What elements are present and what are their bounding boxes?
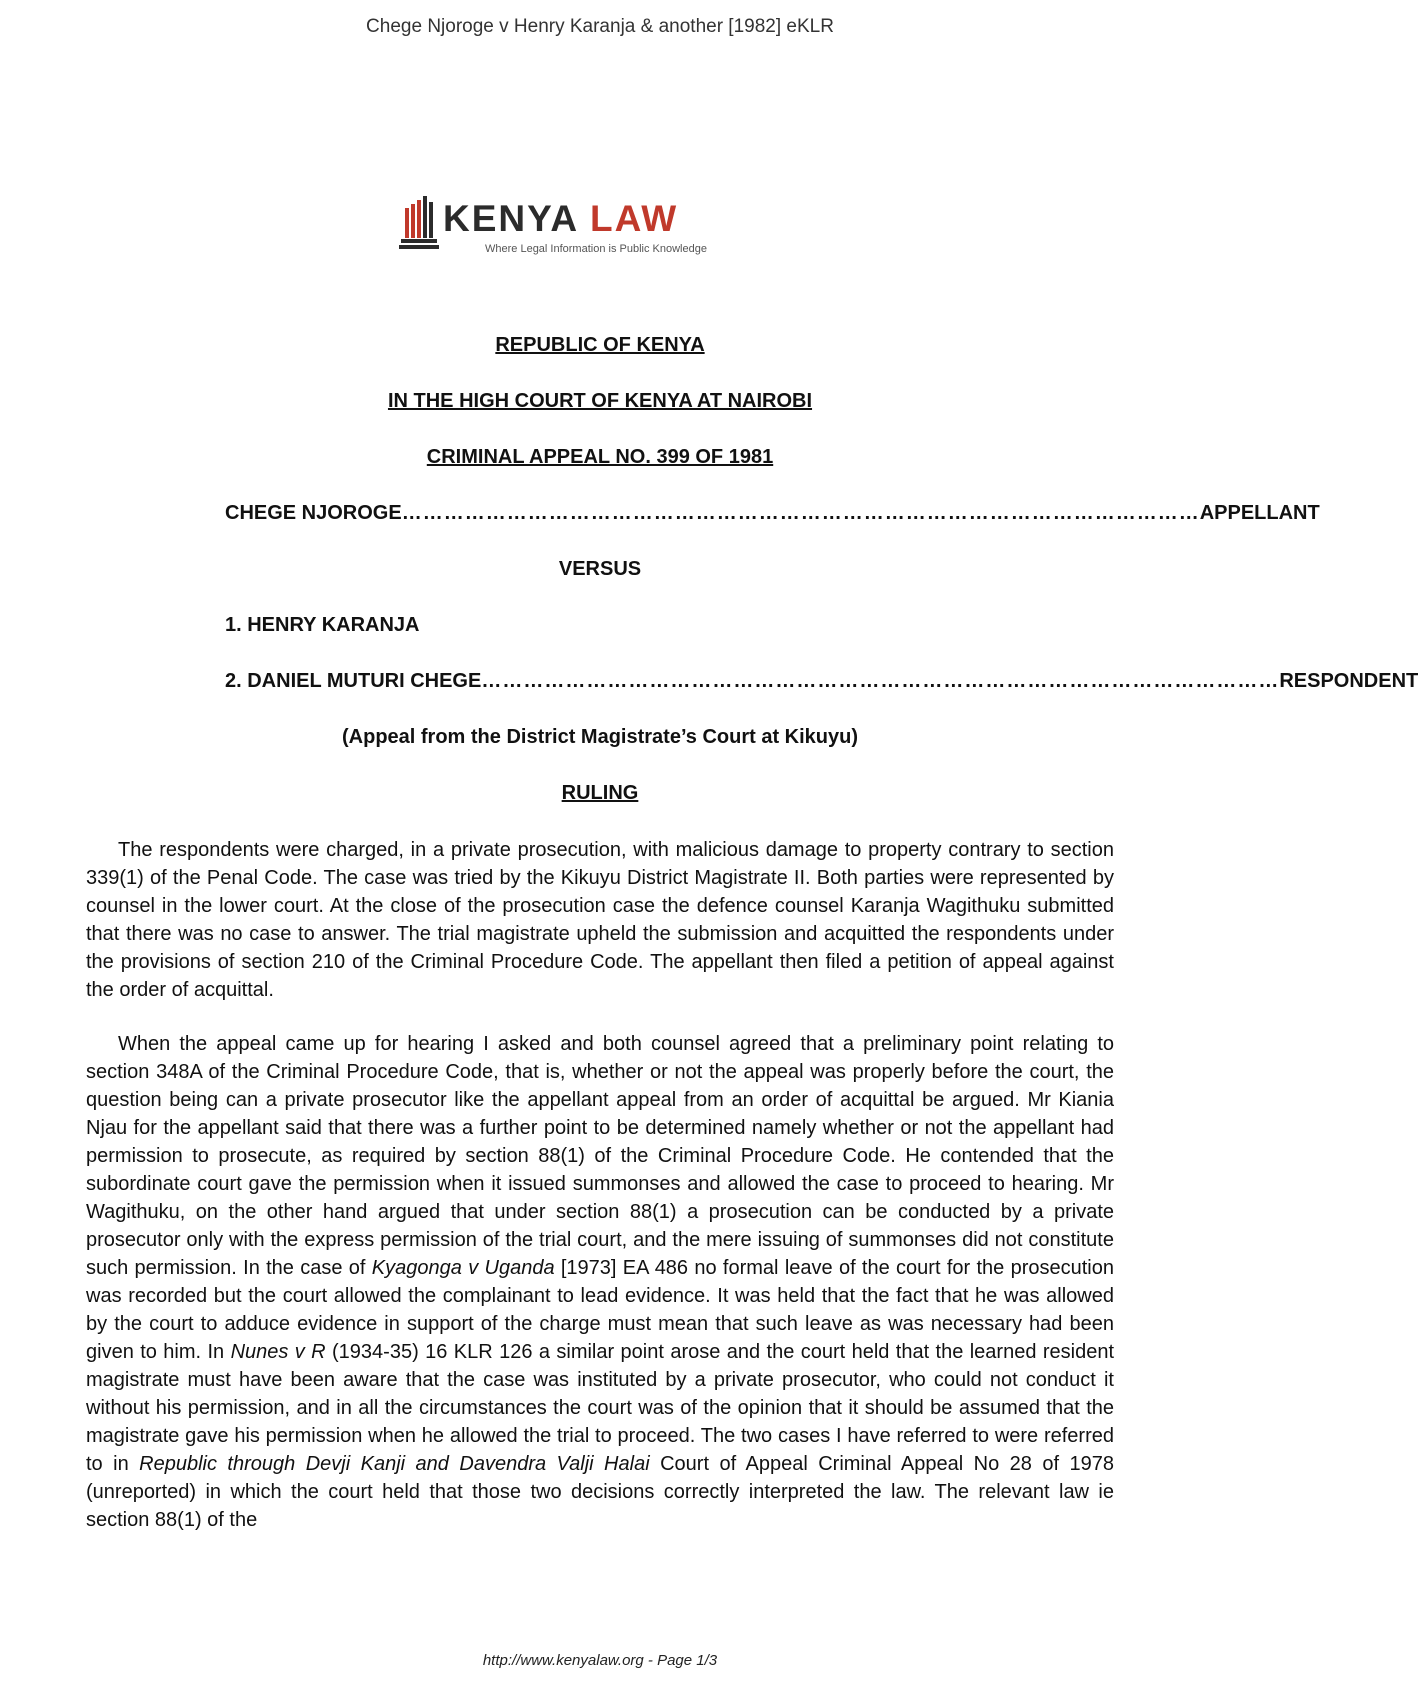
page-footer: http://www.kenyalaw.org - Page 1/3 [482,1652,718,1669]
paragraph-segment: [1973] EA 486 no formal leave of the court for the prosecution was recorded but the court allowed the complainant to lead evidence. It was held that the fact that he was allowed by the court to adduce evidence in support of the charge must mean that such leave as was necessary had been given to him. In [86,1257,1114,1363]
body-paragraph-1 [86,836,1114,1004]
paragraph-segment: (1934-35) 16 KLR 126 a similar point arose and the court held that the learned resident magistrate must have been aware that the case was instituted by a private prosecutor, who could not conduct it without his permission, and in all the circumstances the court was of the opinion that it should be assumed that the magistrate gave his permission when he allowed the trial to proceed. The two cases I have referred to were referred to in [86,1341,1115,1475]
versus-heading: VERSUS [558,558,642,580]
appeal-from-line: (Appeal from the District Magistrate’s Court at Kikuyu) [342,726,858,748]
appellant-role: APPELLANT [1199,502,1320,524]
running-header: Chege Njoroge v Henry Karanja & another [1982] eKLR [366,16,834,37]
logo-wordmark [443,199,678,239]
republic-heading: REPUBLIC OF KENYA [495,334,705,356]
logo-tagline: Where Legal Information is Public Knowledge [485,243,707,255]
case-citation: Nunes v R [230,1341,326,1363]
leader-dots: …………………………………………………………………………………………………… [401,502,1200,524]
respondent-2-name: 2. DANIEL MUTURI CHEGE [225,670,482,692]
appellant-name: CHEGE NJOROGE [225,502,402,524]
court-heading: IN THE HIGH COURT OF KENYA AT NAIROBI [387,390,813,412]
paragraph-text: The respondents were charged, in a private prosecution, with malicious damage to property contrary to section 339(1) of the Penal Code. The case was tried by the Kikuyu District Magistrate II. Both parties were represented by counsel in the lower court. At the close of the prosecution case the defence counsel Karanja Wagithuku submitted that there was no case to answer. The trial magistrate upheld the submission and acquitted the respondents under the provisions of section 210 of the Criminal Procedure Code. The appellant then filed a petition of appeal against the order of acquittal. [86,839,1114,1001]
ruling-heading: RULING [561,782,639,804]
logo-word-kenya: KENYA [443,198,578,239]
paragraph-segment: Court of Appeal Criminal Appeal No 28 of 1978 (unreported) in which the court held that those two decisions correctly interpreted the law. The relevant law ie section 88(1) of the [86,1453,1114,1531]
respondent-role: RESPONDENT [1279,670,1418,692]
case-citation: Republic through Devji Kanji and Davendra Valji Halai [139,1453,650,1475]
paragraph-text [86,1030,1114,1534]
kenya-law-logo [399,196,729,262]
case-citation: Kyagonga v Uganda [371,1257,555,1279]
respondent-2-line [225,669,1418,693]
body-paragraph-2 [86,1030,1114,1534]
respondent-1-line: 1. HENRY KARANJA [225,614,420,636]
appellant-line [225,501,1320,525]
paragraph-segment: When the appeal came up for hearing I asked and both counsel agreed that a preliminary point relating to section 348A of the Criminal Procedure Code, that is, whether or not the appeal was properly before the court, the question being can a private prosecutor like the appellant appeal from an order of acquittal be argued. Mr Kiania Njau for the appellant said that there was a further point to be determined namely whether or not the appellant had permission to prosecute, as required by section 88(1) of the Criminal Procedure Code. He contended that the subordinate court gave the permission when it issued summonses and allowed the case to proceed to hearing. Mr Wagithuku, on the other hand argued that under section 88(1) a prosecution can be conducted by a private prosecutor only with the express permission of the trial court, and the mere issuing of summonses did not constitute such permission. In the case of [86,1033,1114,1279]
appeal-number-heading: CRIMINAL APPEAL NO. 399 OF 1981 [426,446,774,468]
logo-word-law: LAW [590,198,679,239]
pillars-icon [399,196,439,256]
leader-dots: …………………………………………………………………………………………………… [481,670,1280,692]
